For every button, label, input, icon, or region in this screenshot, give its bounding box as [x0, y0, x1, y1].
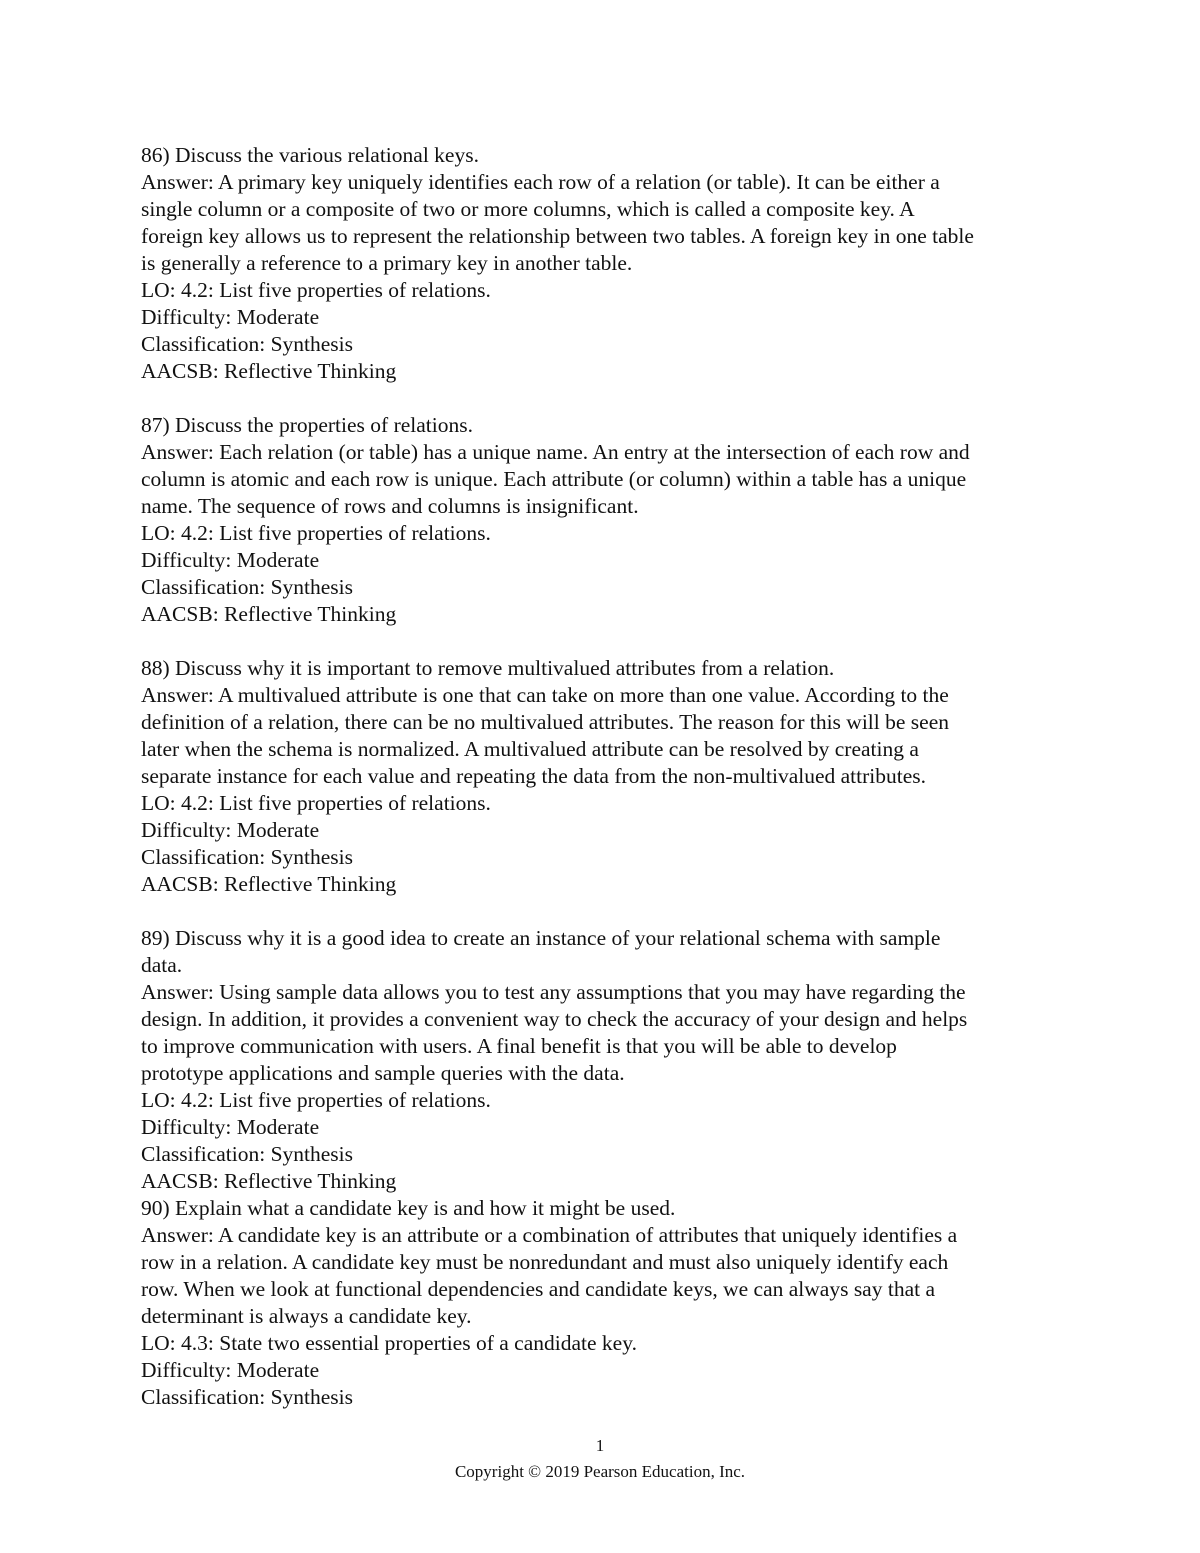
difficulty-line: Difficulty: Moderate [141, 548, 320, 572]
answer-line: name. The sequence of rows and columns is insignificant. [141, 494, 639, 518]
question-line: data. [141, 953, 183, 977]
page-number: 1 [595, 1436, 605, 1455]
answer-line: column is atomic and each row is unique. Each attribute (or column) within a table has a unique [141, 467, 967, 491]
aacsb-line: AACSB: Reflective Thinking [141, 602, 397, 626]
difficulty-line: Difficulty: Moderate [141, 1115, 320, 1139]
answer-line: Answer: Using sample data allows you to test any assumptions that you may have regarding the [141, 980, 966, 1004]
answer-line: Answer: A multivalued attribute is one that can take on more than one value. According to the [141, 683, 949, 707]
difficulty-line: Difficulty: Moderate [141, 1358, 320, 1382]
answer-line: Answer: A primary key uniquely identifies each row of a relation (or table). It can be either a [141, 170, 940, 194]
lo-line: LO: 4.2: List five properties of relations. [141, 278, 491, 302]
answer-line: Answer: Each relation (or table) has a unique name. An entry at the intersection of each row and [141, 440, 970, 464]
answer-line: definition of a relation, there can be no multivalued attributes. The reason for this will be seen [141, 710, 949, 734]
answer-line: row in a relation. A candidate key must be nonredundant and must also uniquely identify each [141, 1250, 949, 1274]
question-87 [141, 412, 1061, 628]
answer-line: to improve communication with users. A final benefit is that you will be able to develop [141, 1034, 897, 1058]
difficulty-line: Difficulty: Moderate [141, 818, 320, 842]
difficulty-line: Difficulty: Moderate [141, 305, 320, 329]
answer-line: row. When we look at functional dependencies and candidate keys, we can always say that a [141, 1277, 936, 1301]
lo-line: LO: 4.2: List five properties of relations. [141, 791, 491, 815]
question-line: 88) Discuss why it is important to remove multivalued attributes from a relation. [141, 656, 835, 680]
classification-line: Classification: Synthesis [141, 1385, 354, 1409]
question-90 [141, 1195, 1061, 1411]
answer-line: Answer: A candidate key is an attribute or a combination of attributes that uniquely identifies a [141, 1223, 958, 1247]
lo-line: LO: 4.2: List five properties of relations. [141, 1088, 491, 1112]
classification-line: Classification: Synthesis [141, 332, 354, 356]
question-list [141, 142, 1061, 1411]
question-line: 87) Discuss the properties of relations. [141, 413, 473, 437]
question-88 [141, 655, 1061, 898]
copyright-notice: Copyright © 2019 Pearson Education, Inc. [454, 1462, 746, 1481]
question-line: 90) Explain what a candidate key is and how it might be used. [141, 1196, 676, 1220]
aacsb-line: AACSB: Reflective Thinking [141, 1169, 397, 1193]
answer-line: single column or a composite of two or more columns, which is called a composite key. A [141, 197, 915, 221]
answer-line: determinant is always a candidate key. [141, 1304, 472, 1328]
answer-line: prototype applications and sample queries with the data. [141, 1061, 625, 1085]
classification-line: Classification: Synthesis [141, 575, 354, 599]
question-89 [141, 925, 1061, 1195]
lo-line: LO: 4.2: List five properties of relations. [141, 521, 491, 545]
question-line: 86) Discuss the various relational keys. [141, 143, 479, 167]
lo-line: LO: 4.3: State two essential properties of a candidate key. [141, 1331, 637, 1355]
answer-line: foreign key allows us to represent the relationship between two tables. A foreign key in one table [141, 224, 974, 248]
question-line: 89) Discuss why it is a good idea to create an instance of your relational schema with sample [141, 926, 941, 950]
answer-line: separate instance for each value and repeating the data from the non-multivalued attributes. [141, 764, 927, 788]
aacsb-line: AACSB: Reflective Thinking [141, 872, 397, 896]
aacsb-line: AACSB: Reflective Thinking [141, 359, 397, 383]
classification-line: Classification: Synthesis [141, 845, 354, 869]
classification-line: Classification: Synthesis [141, 1142, 354, 1166]
question-86 [141, 142, 1061, 385]
answer-line: later when the schema is normalized. A multivalued attribute can be resolved by creating a [141, 737, 919, 761]
answer-line: design. In addition, it provides a convenient way to check the accuracy of your design and helps [141, 1007, 968, 1031]
answer-line: is generally a reference to a primary key in another table. [141, 251, 633, 275]
